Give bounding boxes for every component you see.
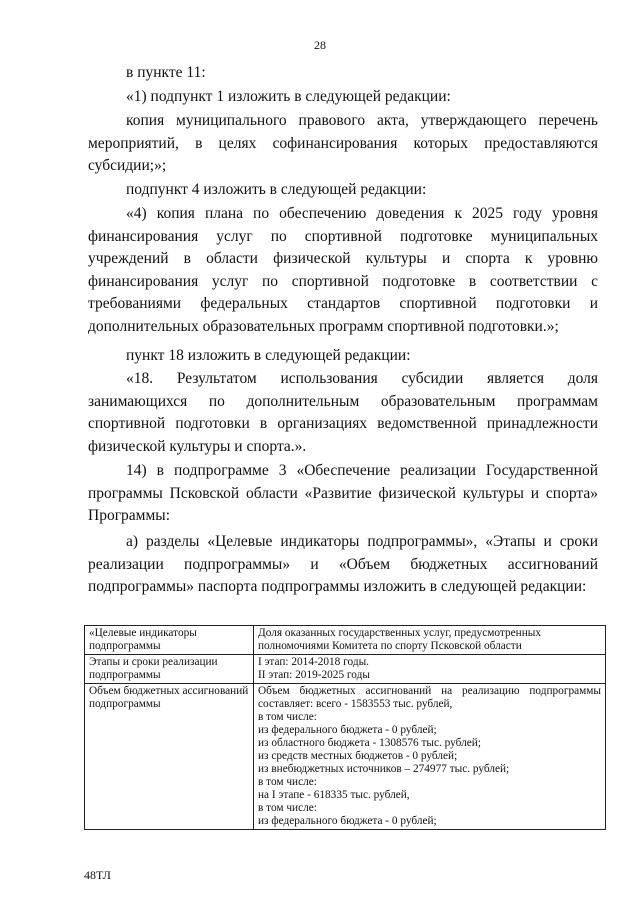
paragraph-9: а) разделы «Целевые индикаторы подпрограммы», «Этапы и сроки реализации подпрограммы» и «Объем бюджетных ассигнований подпрограммы» паспорта подпрограммы изложить в следующей редакции: [88,533,598,596]
table-cell-value [254,626,606,655]
table-cell-value [254,655,606,684]
table-cell-line: Объем бюджетных ассигнований на реализацию подпрограммы составляет: всего - 1583553 тыс. рублей, [258,685,601,710]
table-cell-line: в том числе: [258,711,317,723]
table-cell-label: «Целевые индикаторы подпрограммы [85,626,254,655]
document-code: 48ТЛ [84,868,111,882]
table-cell-line: из внебюджетных источников – 274977 тыс. рублей; [258,763,510,775]
page-number: 28 [314,38,326,52]
table-row [85,655,606,684]
table-cell-label: Объем бюджетных ассигнований подпрограммы [85,684,254,830]
passport-table [84,625,606,830]
table-cell-line: в том числе: [258,802,317,814]
paragraph-5: «4) копия плана по обеспечению доведения к 2025 году уровня финансирования услуг по спортивной подготовке муниципальных учреждений в области физической культуры и спорта к уровню финансирования услуг по спортивной подготовке в соответствии с требованиями федеральных стандартов спортивной подготовки и дополнительных образовательных программ спортивной подготовки.»; [88,205,598,335]
paragraph-6: пункт 18 изложить в следующей редакции: [126,347,411,364]
table-cell-line: Доля оказанных государственных услуг, предусмотренных полномочиями Комитета по спорту Псковской области [258,627,541,652]
paragraph-7: «18. Результатом использования субсидии является доля занимающихся по дополнительным образовательным программам спортивной подготовки в организациях ведомственной принадлежности физической культуры и спорта.». [88,370,598,455]
table-cell-line: I этап: 2014-2018 годы. [258,656,369,668]
table-cell-line: из областного бюджета - 1308576 тыс. рублей; [258,737,481,749]
table-cell-line: из средств местных бюджетов - 0 рублей; [258,750,458,762]
paragraph-4: подпункт 4 изложить в следующей редакции: [126,181,427,198]
table-cell-line: в том числе: [258,776,317,788]
paragraph-1: в пункте 11: [126,64,206,81]
table-row [85,626,606,655]
table-cell-line: II этап: 2019-2025 годы [258,669,370,681]
table-cell-value [254,684,606,830]
table-cell-line: из федерального бюджета - 0 рублей; [258,815,437,827]
table-row [85,684,606,830]
table-cell-label: Этапы и сроки реализации подпрограммы [85,655,254,684]
paragraph-2: «1) подпункт 1 изложить в следующей редакции: [126,88,451,105]
paragraph-8: 14) в подпрограмме 3 «Обеспечение реализации Государственной программы Псковской области «Развитие физической культуры и спорта» Программы: [88,462,598,525]
paragraph-3: копия муниципального правового акта, утверждающего перечень мероприятий, в целях софинансирования которых предоставляются субсидии;»; [88,112,598,175]
table-cell-line: на I этапе - 618335 тыс. рублей, [258,789,410,801]
table-cell-line: из федерального бюджета - 0 рублей; [258,724,437,736]
